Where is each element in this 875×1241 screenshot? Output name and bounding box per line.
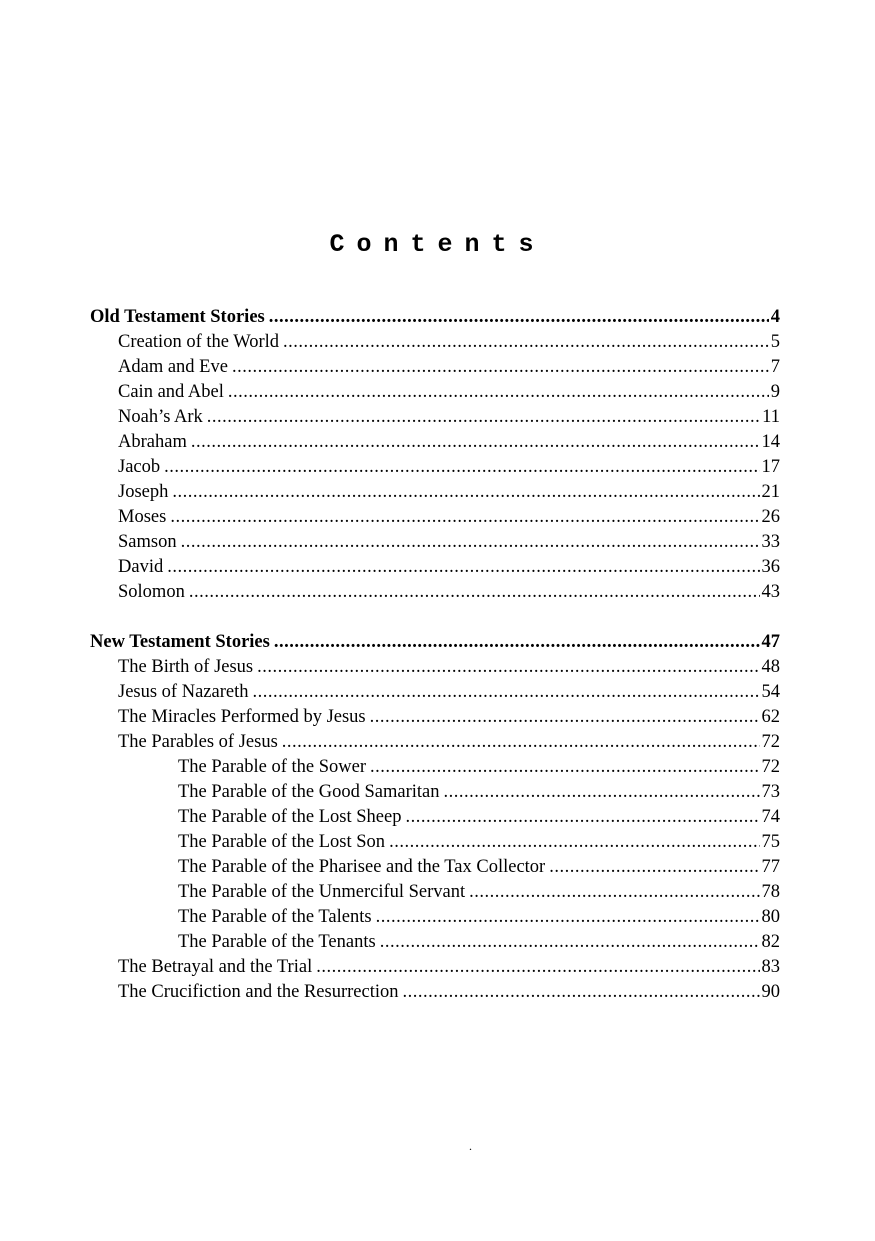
toc-page-number: 11 [762, 407, 780, 427]
toc-entry-label: The Parables of Jesus [118, 732, 278, 752]
toc-entry-label: The Miracles Performed by Jesus [118, 707, 366, 727]
dot-leader [376, 905, 760, 930]
toc-page-number: 83 [761, 957, 780, 977]
dot-leader [370, 705, 760, 730]
toc-entry [90, 655, 780, 680]
toc-entry-label: Old Testament Stories [90, 307, 265, 327]
toc-page-number: 9 [770, 382, 780, 402]
toc-entry-label: Cain and Abel [118, 382, 224, 402]
dot-leader [181, 530, 760, 555]
toc-subentry [90, 780, 780, 805]
toc-page-number: 82 [761, 932, 780, 952]
toc-entry-label: Joseph [118, 482, 169, 502]
dot-leader [252, 680, 759, 705]
toc-page-number: 77 [761, 857, 780, 877]
toc-entry-label: The Parable of the Unmerciful Servant [178, 882, 466, 902]
toc-page-number: 72 [761, 757, 780, 777]
toc-entry-label: The Parable of the Sower [178, 757, 367, 777]
toc-entry-label: The Parable of the Tenants [178, 932, 376, 952]
toc-entry [90, 330, 780, 355]
toc-subentry [90, 805, 780, 830]
toc-page-number: 7 [770, 357, 780, 377]
toc-entry-label: David [118, 557, 164, 577]
dot-leader [389, 830, 759, 855]
toc-entry-label: The Crucifiction and the Resurrection [118, 982, 399, 1002]
dot-leader [257, 655, 759, 680]
toc-page-number: 5 [770, 332, 780, 352]
toc-page-number: 72 [761, 732, 780, 752]
toc-page-number: 33 [761, 532, 780, 552]
dot-leader [469, 880, 759, 905]
toc-entry-label: Jesus of Nazareth [118, 682, 249, 702]
toc-entry [90, 380, 780, 405]
toc-entry [90, 455, 780, 480]
dot-leader [405, 805, 759, 830]
toc-entry-label: The Parable of the Lost Son [178, 832, 386, 852]
dot-leader [370, 755, 759, 780]
toc-subentry [90, 905, 780, 930]
dot-leader [274, 630, 760, 655]
toc-entry-label: The Parable of the Pharisee and the Tax Collector [178, 857, 546, 877]
toc-entry-label: Samson [118, 532, 177, 552]
toc-entry [90, 980, 780, 1005]
toc-entry [90, 505, 780, 530]
dot-leader [170, 505, 759, 530]
dot-leader [228, 380, 769, 405]
toc-entry-label: The Parable of the Talents [178, 907, 372, 927]
page-title: Contents [329, 230, 546, 259]
dot-leader [189, 580, 760, 605]
toc-entry-label: Adam and Eve [118, 357, 228, 377]
toc-subentry [90, 830, 780, 855]
toc-page-number: 14 [761, 432, 780, 452]
dot-leader [172, 480, 759, 505]
toc-page-number: 17 [761, 457, 780, 477]
toc-page-number: 62 [761, 707, 780, 727]
toc-entry [90, 480, 780, 505]
dot-leader [549, 855, 759, 880]
table-of-contents [90, 305, 780, 1005]
dot-leader [282, 730, 760, 755]
toc-page-number: 36 [761, 557, 780, 577]
dot-leader [443, 780, 759, 805]
toc-page-number: 47 [761, 632, 780, 652]
toc-page-number: 54 [761, 682, 780, 702]
toc-entry-label: Jacob [118, 457, 161, 477]
toc-page-number: 48 [761, 657, 780, 677]
toc-section-heading [90, 630, 780, 655]
toc-entry-label: Noah’s Ark [118, 407, 203, 427]
dot-leader [167, 555, 759, 580]
toc-page-number: 80 [761, 907, 780, 927]
toc-page-number: 90 [761, 982, 780, 1002]
toc-entry-label: The Birth of Jesus [118, 657, 254, 677]
dot-leader [283, 330, 769, 355]
toc-page-number: 78 [761, 882, 780, 902]
toc-page-number: 74 [761, 807, 780, 827]
toc-entry-label: Solomon [118, 582, 185, 602]
toc-page-number: 73 [761, 782, 780, 802]
toc-entry [90, 680, 780, 705]
toc-entry [90, 555, 780, 580]
toc-page-number: 26 [761, 507, 780, 527]
toc-entry [90, 430, 780, 455]
toc-entry [90, 955, 780, 980]
toc-section-heading [90, 305, 780, 330]
toc-entry [90, 705, 780, 730]
toc-subentry [90, 855, 780, 880]
toc-entry-label: New Testament Stories [90, 632, 270, 652]
dot-leader [403, 980, 760, 1005]
toc-entry-label: Moses [118, 507, 167, 527]
dot-leader [380, 930, 760, 955]
toc-entry [90, 580, 780, 605]
toc-entry-label: The Betrayal and the Trial [118, 957, 313, 977]
toc-entry [90, 730, 780, 755]
toc-entry-label: The Parable of the Good Samaritan [178, 782, 440, 802]
toc-entry [90, 405, 780, 430]
toc-page-number: 21 [761, 482, 780, 502]
dot-leader [164, 455, 759, 480]
toc-page-number: 43 [761, 582, 780, 602]
toc-entry-label: Creation of the World [118, 332, 280, 352]
section-spacer [90, 605, 780, 630]
toc-entry-label: The Parable of the Lost Sheep [178, 807, 402, 827]
footer-mark: . [469, 1139, 472, 1153]
toc-entry [90, 355, 780, 380]
toc-entry-label: Abraham [118, 432, 187, 452]
toc-subentry [90, 755, 780, 780]
toc-subentry [90, 880, 780, 905]
dot-leader [232, 355, 769, 380]
dot-leader [269, 305, 769, 330]
dot-leader [207, 405, 760, 430]
toc-page-number: 4 [770, 307, 780, 327]
dot-leader [191, 430, 760, 455]
toc-page-number: 75 [761, 832, 780, 852]
toc-subentry [90, 930, 780, 955]
dot-leader [316, 955, 759, 980]
toc-entry [90, 530, 780, 555]
